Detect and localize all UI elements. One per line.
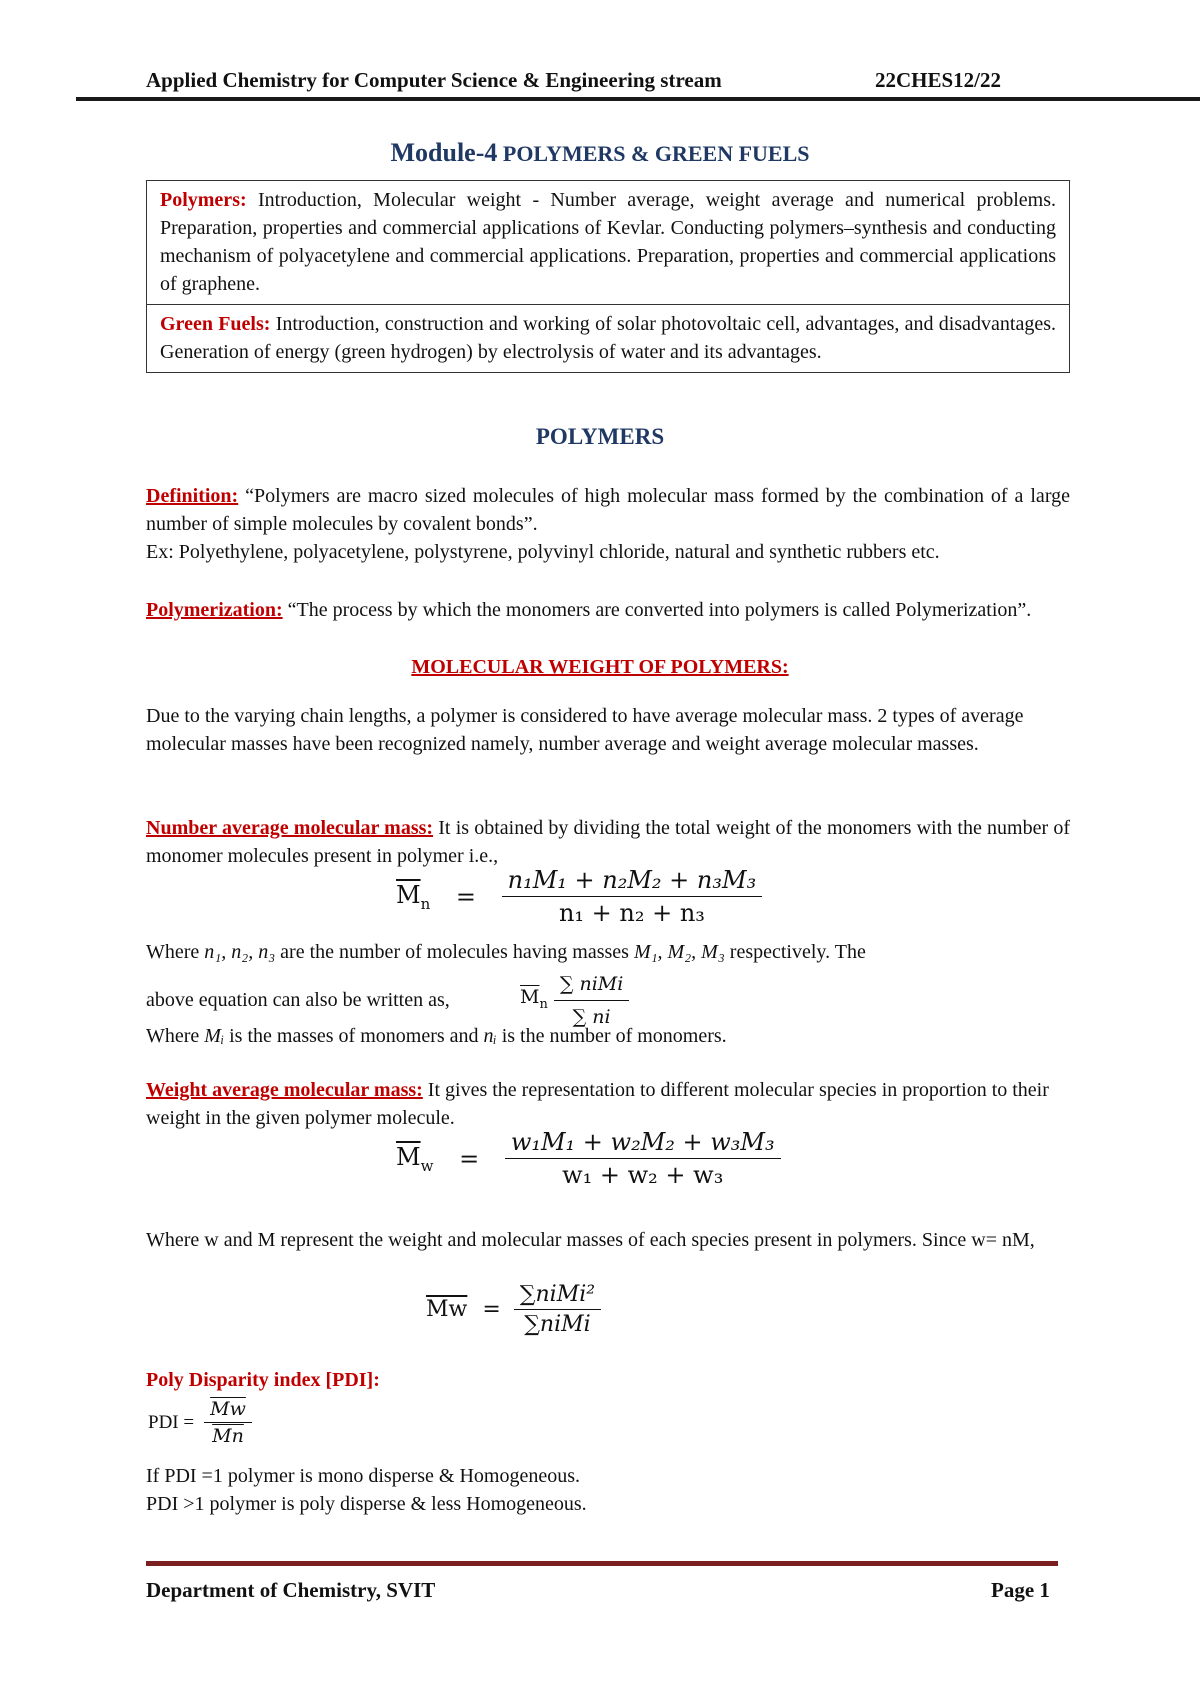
where2-text: above equation can also be written as, xyxy=(146,989,450,1011)
where3-ni: nᵢ xyxy=(483,1025,497,1047)
eq2-mn-subscript: n xyxy=(539,996,548,1012)
polymerization-label: Polymerization: xyxy=(146,599,283,621)
section-title-polymers: POLYMERS xyxy=(535,424,665,449)
molecular-weight-intro: Due to the varying chain lengths, a polymer is considered to have average molecular mass. 2 types of average molecular masses have been recognized namely, number average and weight average molecular masses. xyxy=(146,705,1024,755)
weight-average-where: Where w and M represent the weight and molecular masses of each species present in polymers. Since w= nM, xyxy=(146,1229,1035,1251)
eq2-mw-numerator: ∑niMi² xyxy=(514,1282,601,1310)
polymerization-text: “The process by which the monomers are converted into polymers is called Polymerization”. xyxy=(282,599,1032,621)
eq2-mw-fraction xyxy=(514,1282,601,1337)
syllabus-polymers-text: Introduction, Molecular weight - Number average, weight average and numerical problems. Preparation, properties and commercial applications of Kevlar. Conducting polymers–synthesis and conducting mechanism of polyacetylene and commercial applications. Preparation, properties and commercial applications of graphene. xyxy=(160,189,1056,295)
eq-mw-symbol: $\overline{M}$ xyxy=(396,1142,421,1171)
pdi-equation xyxy=(148,1398,252,1447)
where1-masses: M₁, M₂, M₃ xyxy=(633,941,725,963)
footer-page-number: Page 1 xyxy=(991,1578,1050,1602)
pdi-heading xyxy=(146,1366,1070,1394)
eq-mw-numerator: w₁M₁ + w₂M₂ + w₃M₃ xyxy=(505,1128,781,1159)
syllabus-green-label: Green Fuels: xyxy=(160,313,271,335)
eq-mw-subscript: w xyxy=(420,1156,434,1175)
eq-mw-denominator: w₁ + w₂ + w₃ xyxy=(562,1161,724,1189)
syllabus-green-fuels xyxy=(147,304,1069,372)
eq2-mn-symbol: $\overline{M}$ xyxy=(520,985,540,1008)
pdi-denominator-wrap xyxy=(204,1423,252,1447)
where3-mi: Mᵢ xyxy=(204,1025,225,1047)
module-number: Module-4 xyxy=(390,138,498,167)
polymerization-paragraph xyxy=(146,596,1070,624)
syllabus-polymers-label: Polymers: xyxy=(160,189,247,211)
molecular-weight-heading-text: MOLECULAR WEIGHT OF POLYMERS: xyxy=(411,656,789,678)
number-average-where-2 xyxy=(146,970,1070,1026)
syllabus-box xyxy=(146,180,1070,373)
eq2-mn-denominator: ∑ ni xyxy=(572,1006,611,1028)
number-average-label: Number average molecular mass: xyxy=(146,817,434,839)
definition-label: Definition: xyxy=(146,485,239,507)
where1-part-a: Where xyxy=(146,941,205,963)
weight-average-paragraph xyxy=(146,1076,1070,1132)
pdi-fraction xyxy=(204,1398,252,1447)
where3-part-a: Where xyxy=(146,1025,205,1047)
number-average-paragraph xyxy=(146,814,1070,870)
syllabus-green-text: Introduction, construction and working of solar photovoltaic cell, advantages, and disadvantages. Generation of energy (green hydrogen) by electrolysis of water and its advantages. xyxy=(160,313,1056,363)
eq-mn-symbol: $\overline{M}$ xyxy=(396,880,421,909)
pdi-lhs: PDI = xyxy=(148,1411,195,1433)
eq-mw-fraction xyxy=(505,1128,781,1189)
molecular-weight-heading xyxy=(0,656,1200,679)
where3-part-b: is the masses of monomers and xyxy=(224,1025,484,1047)
where1-part-b: are the number of molecules having masses xyxy=(275,941,634,963)
pdi-line-1: If PDI =1 polymer is mono disperse & Homogeneous. xyxy=(146,1465,581,1487)
syllabus-polymers xyxy=(147,181,1069,304)
eq-mn-fraction xyxy=(502,866,763,927)
number-average-equation: $\overline{M}_n$ = $\frac{\text{n₁M₁ + n₂M₂ + n₃M₃}}{\text{n₁ + n₂ + n₃}}$ xyxy=(396,866,762,927)
pdi-line-2: PDI >1 polymer is poly disperse & less Homogeneous. xyxy=(146,1493,587,1515)
header-course-code: 22CHES12/22 xyxy=(875,68,1002,92)
eq-mn-numerator: n₁M₁ + n₂M₂ + n₃M₃ xyxy=(502,866,763,897)
header-course-title: Applied Chemistry for Computer Science & Engineering stream xyxy=(146,68,722,92)
weight-average-label: Weight average molecular mass: xyxy=(146,1079,423,1101)
module-title xyxy=(0,138,1200,168)
footer-rule xyxy=(146,1561,1058,1566)
footer-department: Department of Chemistry, SVIT xyxy=(146,1578,436,1602)
eq-mn-subscript: n xyxy=(420,894,431,913)
module-topic: POLYMERS & GREEN FUELS xyxy=(497,141,810,166)
pdi-numerator-wrap xyxy=(204,1398,252,1423)
eq2-mw-symbol: $\overline{Mw}$ xyxy=(426,1297,468,1322)
number-average-where-1 xyxy=(146,938,1070,966)
pdi-title: Poly Disparity index [PDI]: xyxy=(146,1369,380,1391)
examples-paragraph: Ex: Polyethylene, polyacetylene, polystyrene, polyvinyl chloride, natural and synthetic rubbers etc. xyxy=(146,541,940,563)
definition-text: “Polymers are macro sized molecules of high molecular mass formed by the combination of a large number of simple molecules by covalent bonds”. xyxy=(146,485,1070,535)
weight-average-sum-equation: $\overline{Mw}$ = $\frac{\text{∑niMi²}}{\text{∑niMi}}$ xyxy=(426,1282,601,1337)
eq2-mw-denominator: ∑niMi xyxy=(524,1312,591,1337)
where1-variables: n₁, n₂, n₃ xyxy=(204,941,276,963)
eq2-mn-numerator: ∑ niMi xyxy=(554,970,629,1001)
number-average-text: It is obtained by dividing the total weight of the monomers with the number of monomer molecules present in polymer i.e., xyxy=(146,817,1070,867)
pdi-denominator: Mn xyxy=(212,1425,244,1447)
weight-average-text: It gives the representation to different molecular species in proportion to their weight in the given polymer molecule. xyxy=(146,1079,1049,1129)
number-average-where-3 xyxy=(146,1022,1070,1050)
header-rule xyxy=(76,97,1200,101)
eq-mn-denominator: n₁ + n₂ + n₃ xyxy=(558,899,705,927)
where3-part-c: is the number of monomers. xyxy=(496,1025,727,1047)
weight-average-equation: $\overline{M}_w$ = $\frac{\text{w₁M₁ + w₂M₂ + w₃M₃}}{\text{w₁ + w₂ + w₃}}$ xyxy=(396,1128,781,1189)
definition-paragraph xyxy=(146,482,1070,538)
where1-part-c: respectively. The xyxy=(724,941,866,963)
pdi-numerator: $\overline{Mw}$ xyxy=(210,1398,246,1420)
